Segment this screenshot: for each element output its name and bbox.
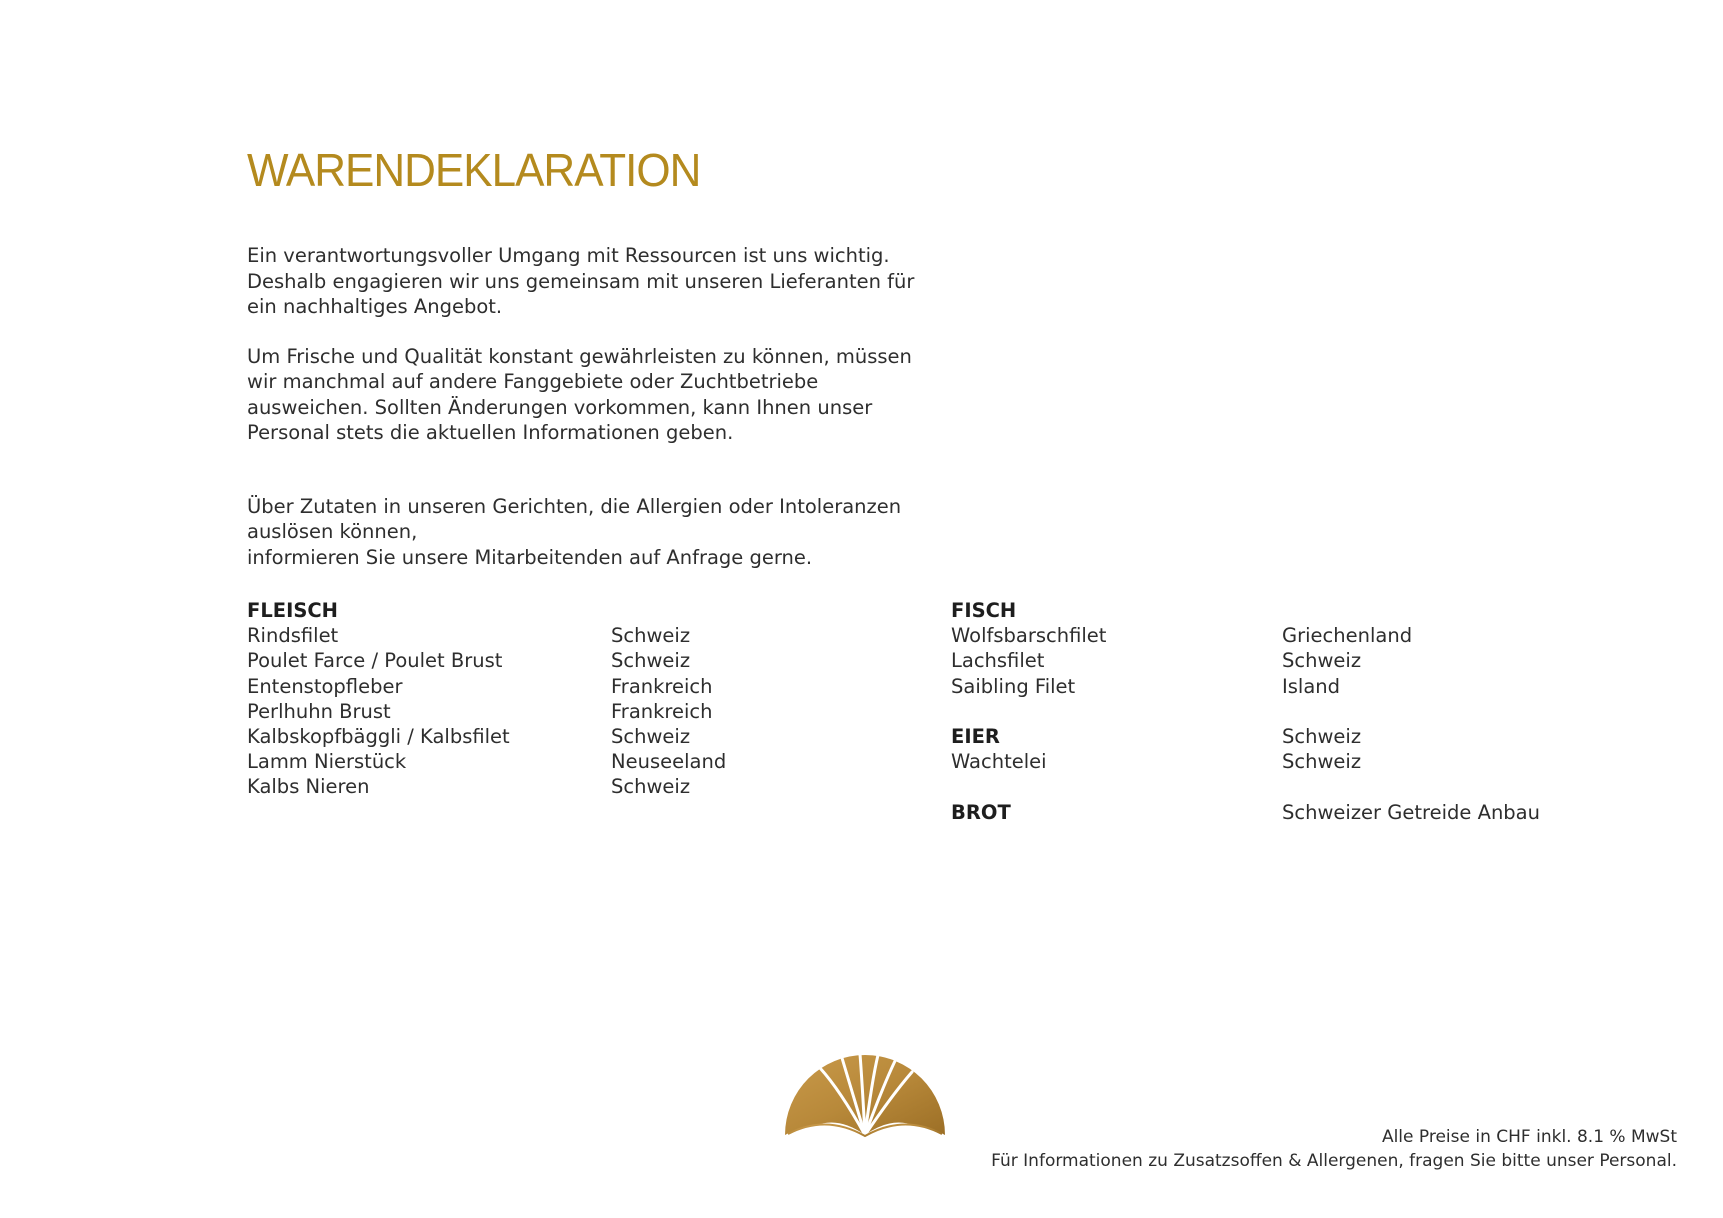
list-item [951,648,1651,673]
intro-text [247,243,947,570]
fisch-heading: FISCH [951,599,1017,622]
item-origin: Griechenland [1282,624,1413,648]
fleisch-heading-row [247,598,847,623]
item-origin: Schweiz [1282,649,1362,673]
fisch-eier-brot-section [951,598,1651,825]
page-title: WARENDEKLARATION [247,145,701,197]
spacer [951,774,1651,799]
item-name: Perlhuhn Brust [247,699,391,723]
item-name: Poulet Farce / Poulet Brust [247,649,503,673]
fleisch-section [247,598,847,800]
list-item [247,674,847,699]
brot-heading-origin: Schweizer Getreide Anbau [1282,800,1540,824]
intro-paragraph-1: Ein verantwortungsvoller Umgang mit Ressourcen ist uns wichtig. Deshalb engagieren wir uns gemeinsam mit unseren Lieferanten für ein nachhaltiges Angebot. [247,244,915,318]
list-item [247,623,847,648]
item-origin: Schweiz [611,649,691,673]
footer-allergen-note: Für Informationen zu Zusatzsoffen & Allergenen, fragen Sie bitte unser Personal. [991,1150,1677,1171]
item-origin: Schweiz [611,775,691,799]
footer-notice [991,1126,1677,1173]
list-item [247,749,847,774]
item-name: Rindsfilet [247,624,339,648]
fisch-heading-row [951,598,1651,623]
list-item [951,674,1651,699]
eier-heading-row [951,724,1651,749]
item-origin: Neuseeland [611,750,727,774]
item-name: Wolfsbarschfilet [951,624,1107,648]
brot-heading: BROT [951,800,1011,824]
list-item [951,623,1651,648]
item-name: Saibling Filet [951,674,1076,698]
eier-heading-origin: Schweiz [1282,724,1362,748]
list-item [247,774,847,799]
item-origin: Frankreich [611,674,713,698]
item-name: Kalbs Nieren [247,775,370,799]
footer-price-note: Alle Preise in CHF inkl. 8.1 % MwSt [1381,1127,1677,1147]
list-item [247,648,847,673]
item-name: Kalbskopfbäggli / Kalbsfilet [247,724,510,748]
item-origin: Schweiz [611,724,691,748]
list-item [247,699,847,724]
item-origin: Frankreich [611,699,713,723]
item-name: Lamm Nierstück [247,750,407,774]
item-name: Wachtelei [951,750,1047,774]
brot-heading-row [951,800,1651,825]
fleisch-heading: FLEISCH [247,599,338,622]
item-origin: Island [1282,674,1341,698]
item-origin: Schweiz [1282,750,1362,774]
intro-paragraph-3: Über Zutaten in unseren Gerichten, die Allergien oder Intoleranzen auslösen können, informieren Sie unsere Mitarbeitenden auf Anfrage gerne. [247,494,902,569]
item-name: Lachsfilet [951,649,1045,673]
intro-paragraph-2: Um Frische und Qualität konstant gewährleisten zu können, müssen wir manchmal auf andere Fanggebiete oder Zuchtbetriebe ausweichen. Sollten Änderungen vorkommen, kann Ihnen unser Personal stets die aktuellen Informationen geben. [247,344,912,444]
eier-heading: EIER [951,724,1000,748]
list-item [951,749,1651,774]
item-origin: Schweiz [611,624,691,648]
list-item [247,724,847,749]
spacer [951,699,1651,724]
item-name: Entenstopfleber [247,674,403,698]
shell-logo-icon [780,1050,950,1140]
